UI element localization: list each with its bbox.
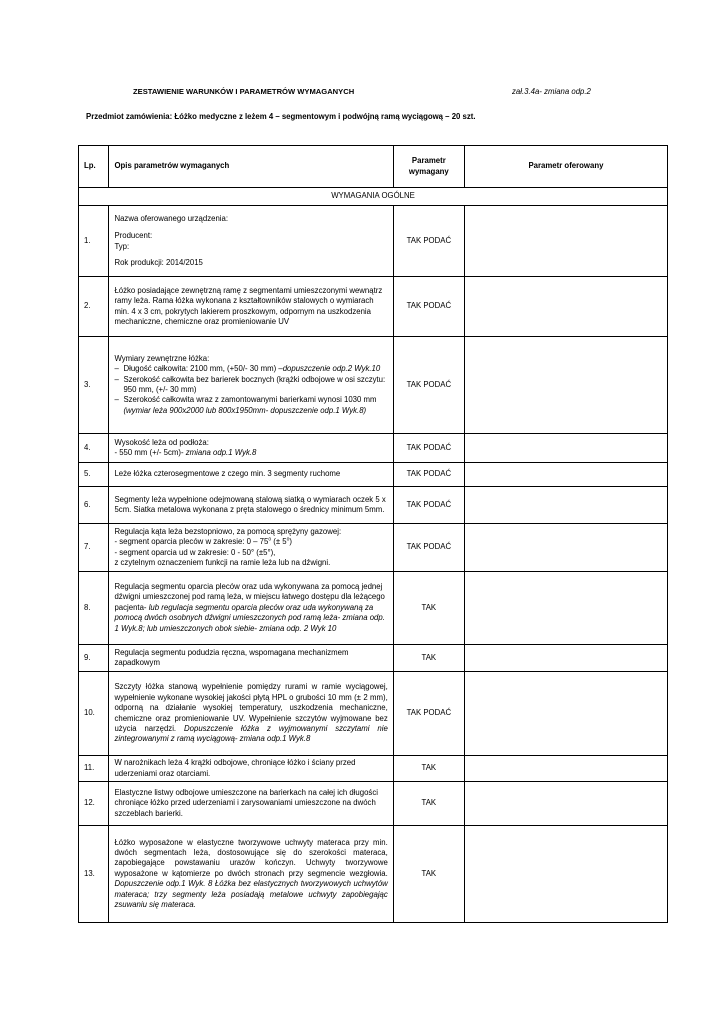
row-number: 11. — [79, 756, 109, 782]
row-description: Segmenty leża wypełnione odejmowaną stalową siatką o wymiarach oczek 5 x 5cm. Siatka metalowa wykonana z pręta stalowego o średnicy minimum 5mm. — [109, 487, 393, 524]
required-value: TAK PODAĆ — [393, 487, 464, 524]
offered-value-cell[interactable] — [464, 434, 667, 463]
required-value: TAK — [393, 645, 464, 672]
section-heading: WYMAGANIA OGÓLNE — [79, 188, 668, 206]
attachment-reference: zał.3.4a- zmiana odp.2 — [512, 87, 591, 96]
dimensions-list — [114, 364, 387, 416]
table-row — [79, 645, 668, 672]
row-number: 3. — [79, 337, 109, 434]
offered-value-cell[interactable] — [464, 672, 667, 756]
column-header-lp: Lp. — [79, 146, 109, 188]
table-row — [79, 524, 668, 572]
required-value: TAK PODAĆ — [393, 206, 464, 277]
offered-value-cell[interactable] — [464, 337, 667, 434]
document-title: ZESTAWIENIE WARUNKÓW I PARAMETRÓW WYMAGANYCH — [133, 87, 355, 96]
production-year-label: Rok produkcji: 2014/2015 — [114, 257, 203, 267]
row-number: 13. — [79, 826, 109, 923]
required-value: TAK — [393, 826, 464, 923]
section-row — [79, 188, 668, 206]
offered-value-cell[interactable] — [464, 572, 667, 645]
row-description: Łóżko posiadające zewnętrzną ramę z segmentami umieszczonymi wewnątrz ramy leża. Rama łóżka wykonana z kształtowników stalowych o wymiarach min. 4 x 3 cm, pokrytych lakierem proszkowym, odpornym na uszkodzenia mechaniczne, chemiczne oraz promieniowanie UV — [109, 277, 393, 337]
device-name-label: Nazwa oferowanego urządzenia: — [114, 213, 229, 223]
required-value: TAK PODAĆ — [393, 672, 464, 756]
table-row — [79, 572, 668, 645]
table-row — [79, 206, 668, 277]
list-item: – Szerokość całkowita bez barierek bocznych (krążki odbojowe w osi szczytu: 950 mm, (+/- 30 mm) — [114, 375, 387, 396]
required-value: TAK PODAĆ — [393, 277, 464, 337]
row-number: 12. — [79, 782, 109, 826]
offered-value-cell[interactable] — [464, 645, 667, 672]
offered-value-cell[interactable] — [464, 826, 667, 923]
offered-value-cell[interactable] — [464, 782, 667, 826]
row-description: Regulacja segmentu oparcia pleców oraz uda wykonywana za pomocą jednej dźwigni umieszczonej pod ramą leża, w miejscu łatwego dostępu dla leżącego pacjenta- lub regulacja segmentu oparcia pleców oraz uda wykonywaną za pomocą dwóch osobnych dźwigni umieszczonych pod ramą leża- zmiana odp. 1 Wyk.8; lub umieszczonych obok siebie- zmiana odp. 2 Wyk 10 — [109, 572, 393, 645]
row-description: Elastyczne listwy odbojowe umieszczone na barierkach na całej ich długości chroniące łóżko przed uderzeniami i zarysowaniami umieszczone na dwóch szczeblach barierki. — [109, 782, 393, 826]
order-subject: Przedmiot zamówienia: Łóżko medyczne z leżem 4 – segmentowym i podwójną ramą wyciągową – 20 szt. — [86, 112, 476, 121]
row-number: 6. — [79, 487, 109, 524]
table-row — [79, 782, 668, 826]
offered-value-cell[interactable] — [464, 524, 667, 572]
list-item: – Szerokość całkowita wraz z zamontowanymi barierkami wynosi 1030 mm (wymiar leża 900x2000 lub 800x1950mm- dopuszczenie odp.1 Wyk.8) — [114, 395, 387, 416]
table-row — [79, 463, 668, 487]
producer-label: Producent: — [114, 231, 153, 241]
required-value: TAK PODAĆ — [393, 524, 464, 572]
row-number: 8. — [79, 572, 109, 645]
list-item: – Długość całkowita: 2100 mm, (+50/- 30 mm) –dopuszczenie odp.2 Wyk.10 — [114, 364, 387, 374]
required-value: TAK — [393, 756, 464, 782]
row-number: 5. — [79, 463, 109, 487]
offered-value-cell[interactable] — [464, 206, 667, 277]
required-value: TAK — [393, 572, 464, 645]
row-description: Regulacja segmentu podudzia ręczna, wspomagana mechanizmem zapadkowym — [109, 645, 393, 672]
row-number: 10. — [79, 672, 109, 756]
table-row — [79, 756, 668, 782]
row-number: 2. — [79, 277, 109, 337]
column-header-offered: Parametr oferowany — [464, 146, 667, 188]
row-description: Łóżko wyposażone w elastyczne tworzywowe uchwyty materaca przy min. dwóch segmentach leża, dostosowujące się do szerokości materaca, zapobiegające powstawaniu urazów kończyn. Uchwyty tworzywowe wyposażone w kątomierze po dwóch stronach przy segmencie wezgłowia. Dopuszczenie odp.1 Wyk. 8 Łóżka bez elastycznych tworzywowych uchwytów materaca; trzy segmenty leża posiadają metalowe uchwyty zapobiegając zsuwaniu się materaca. — [109, 826, 393, 923]
row-number: 4. — [79, 434, 109, 463]
table-row — [79, 826, 668, 923]
table-header-row — [79, 146, 668, 188]
required-value: TAK PODAĆ — [393, 463, 464, 487]
table-row — [79, 487, 668, 524]
offered-value-cell[interactable] — [464, 277, 667, 337]
offered-value-cell[interactable] — [464, 756, 667, 782]
required-value: TAK — [393, 782, 464, 826]
row-description — [109, 206, 393, 277]
offered-value-cell[interactable] — [464, 463, 667, 487]
table-row — [79, 434, 668, 463]
table-row — [79, 672, 668, 756]
column-header-required: Parametr wymagany — [393, 146, 464, 188]
row-number: 1. — [79, 206, 109, 277]
type-label: Typ: — [114, 241, 130, 251]
row-description: Regulacja kąta leża bezstopniowo, za pomocą sprężyny gazowej: - segment oparcia pleców w zakresie: 0 – 75$^o$ (± $5^o$) - segment oparcia ud w zakresie: 0 - 50° (±5°), z czytelnym oznaczeniem funkcji na ramie leża lub na dźwigni. — [109, 524, 393, 572]
row-number: 7. — [79, 524, 109, 572]
row-description: Wysokość leża od podłoża: - 550 mm (+/- 5cm)- zmiana odp.1 Wyk.8 — [109, 434, 393, 463]
row-description: Leże łóżka czterosegmentowe z czego min. 3 segmenty ruchome — [109, 463, 393, 487]
offered-value-cell[interactable] — [464, 487, 667, 524]
row-description: W narożnikach leża 4 krążki odbojowe, chroniące łóżko i ściany przed uderzeniami oraz otarciami. — [109, 756, 393, 782]
row-number: 9. — [79, 645, 109, 672]
required-value: TAK PODAĆ — [393, 337, 464, 434]
table-row — [79, 337, 668, 434]
required-value: TAK PODAĆ — [393, 434, 464, 463]
parameters-table — [78, 145, 668, 923]
table-row — [79, 277, 668, 337]
column-header-description: Opis parametrów wymaganych — [109, 146, 393, 188]
row-description: Szczyty łóżka stanową wypełnienie pomiędzy rurami w ramie wyciągowej, wypełnienie wykonane wysokiej jakości płytą HPL o grubości 10 mm (± 2 mm), odporną na działanie wysokiej temperatury, uszkodzenia mechaniczne, chemiczne oraz promieniowanie UV. Wypełnienie szczytów wyjmowane bez użycia narzędzi. Dopuszczenie łóżka z wyjmowanymi szczytami nie zintegrowanymi z ramą wyciągową- zmiana odp.1 Wyk.8 — [109, 672, 393, 756]
row-description — [109, 337, 393, 434]
dimensions-intro: Wymiary zewnętrzne łóżka: — [114, 353, 210, 363]
